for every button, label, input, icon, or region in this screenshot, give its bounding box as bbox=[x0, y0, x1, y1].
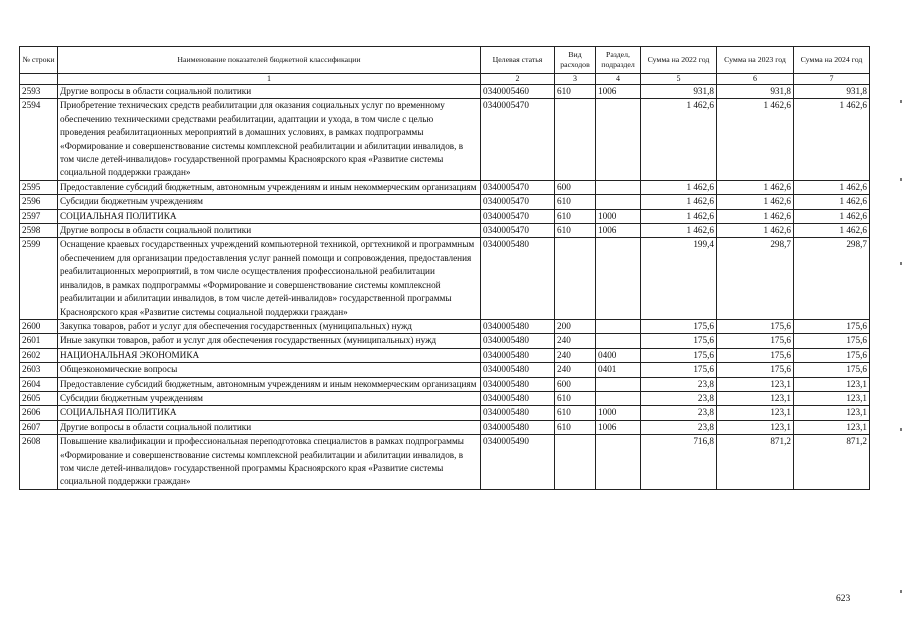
table-row bbox=[20, 209, 870, 223]
sum-2022: 175,6 bbox=[641, 363, 717, 377]
column-number: 2 bbox=[481, 74, 555, 85]
sum-2022: 175,6 bbox=[641, 348, 717, 362]
sum-2023: 1 462,6 bbox=[717, 195, 794, 209]
expense-type: 600 bbox=[555, 377, 596, 391]
target-article: 0340005460 bbox=[481, 85, 555, 99]
target-article: 0340005480 bbox=[481, 420, 555, 434]
sum-2022: 931,8 bbox=[641, 85, 717, 99]
section-code bbox=[596, 180, 641, 194]
row-number: 2597 bbox=[20, 209, 58, 223]
header-sum-2023: Сумма на 2023 год bbox=[717, 47, 794, 74]
target-article: 0340005480 bbox=[481, 406, 555, 420]
sum-2022: 1 462,6 bbox=[641, 180, 717, 194]
sum-2022: 1 462,6 bbox=[641, 195, 717, 209]
expense-type bbox=[555, 238, 596, 319]
header-section: Раздел, подраздел bbox=[596, 47, 641, 74]
sum-2022: 1 462,6 bbox=[641, 99, 717, 180]
column-number: 3 bbox=[555, 74, 596, 85]
table-header-row bbox=[20, 47, 870, 74]
section-code: 1006 bbox=[596, 85, 641, 99]
target-article: 0340005480 bbox=[481, 238, 555, 319]
row-number: 2607 bbox=[20, 420, 58, 434]
expense-type: 610 bbox=[555, 391, 596, 405]
sum-2023: 931,8 bbox=[717, 85, 794, 99]
sum-2023: 175,6 bbox=[717, 334, 794, 348]
sum-2023: 175,6 bbox=[717, 348, 794, 362]
row-number: 2608 bbox=[20, 435, 58, 490]
target-article: 0340005480 bbox=[481, 377, 555, 391]
section-code bbox=[596, 377, 641, 391]
table-row bbox=[20, 348, 870, 362]
table-row bbox=[20, 363, 870, 377]
sum-2024: 931,8 bbox=[794, 85, 870, 99]
section-code: 0400 bbox=[596, 348, 641, 362]
sum-2024: 175,6 bbox=[794, 348, 870, 362]
header-target-article: Целевая статья bbox=[481, 47, 555, 74]
sum-2024: 1 462,6 bbox=[794, 209, 870, 223]
row-number: 2594 bbox=[20, 99, 58, 180]
indicator-name: Предоставление субсидий бюджетным, автономным учреждениям и иным некоммерческим организациям bbox=[58, 377, 481, 391]
sum-2024: 1 462,6 bbox=[794, 195, 870, 209]
section-code: 1006 bbox=[596, 420, 641, 434]
table-row bbox=[20, 180, 870, 194]
sum-2024: 1 462,6 bbox=[794, 180, 870, 194]
expense-type: 240 bbox=[555, 363, 596, 377]
table-row bbox=[20, 391, 870, 405]
sum-2023: 123,1 bbox=[717, 406, 794, 420]
indicator-name: Приобретение технических средств реабилитации для оказания социальных услуг по временному обеспечению техническими средствами реабилитации, адаптации и ухода, в том числе с целью проведения реабилитационных мероприятий в домашних условиях, в рамках подпрограммы «Формирование и совершенствование системы комплексной реабилитации и абилитации инвалидов, в том числе детей-инвалидов» государственной программы Красноярского края «Развитие системы социальной поддержки граждан» bbox=[58, 99, 481, 180]
column-number-row bbox=[20, 74, 870, 85]
row-number: 2600 bbox=[20, 319, 58, 333]
row-number: 2605 bbox=[20, 391, 58, 405]
sum-2024: 175,6 bbox=[794, 363, 870, 377]
expense-type: 610 bbox=[555, 420, 596, 434]
table-row bbox=[20, 334, 870, 348]
indicator-name: Другие вопросы в области социальной политики bbox=[58, 224, 481, 238]
sum-2024: 123,1 bbox=[794, 420, 870, 434]
indicator-name: Другие вопросы в области социальной политики bbox=[58, 85, 481, 99]
sum-2022: 23,8 bbox=[641, 420, 717, 434]
indicator-name: СОЦИАЛЬНАЯ ПОЛИТИКА bbox=[58, 209, 481, 223]
sum-2022: 23,8 bbox=[641, 377, 717, 391]
row-number: 2606 bbox=[20, 406, 58, 420]
sum-2024: 175,6 bbox=[794, 319, 870, 333]
target-article: 0340005480 bbox=[481, 363, 555, 377]
section-code: 1000 bbox=[596, 406, 641, 420]
expense-type: 610 bbox=[555, 406, 596, 420]
column-number: 7 bbox=[794, 74, 870, 85]
sum-2022: 199,4 bbox=[641, 238, 717, 319]
table-row bbox=[20, 85, 870, 99]
section-code bbox=[596, 391, 641, 405]
target-article: 0340005470 bbox=[481, 99, 555, 180]
table-row bbox=[20, 377, 870, 391]
target-article: 0340005490 bbox=[481, 435, 555, 490]
target-article: 0340005480 bbox=[481, 391, 555, 405]
indicator-name: Общеэкономические вопросы bbox=[58, 363, 481, 377]
budget-table bbox=[19, 46, 870, 490]
table-row bbox=[20, 238, 870, 319]
sum-2022: 175,6 bbox=[641, 319, 717, 333]
header-name: Наименование показателей бюджетной классификации bbox=[58, 47, 481, 74]
row-number: 2602 bbox=[20, 348, 58, 362]
column-number: 6 bbox=[717, 74, 794, 85]
section-code bbox=[596, 195, 641, 209]
expense-type bbox=[555, 99, 596, 180]
sum-2022: 23,8 bbox=[641, 406, 717, 420]
table-body bbox=[20, 85, 870, 490]
sum-2024: 123,1 bbox=[794, 391, 870, 405]
section-code bbox=[596, 435, 641, 490]
section-code: 1000 bbox=[596, 209, 641, 223]
indicator-name: Оснащение краевых государственных учреждений компьютерной техникой, оргтехникой и программным обеспечением для организации предоставления услуг ранней помощи и сопровождения, предоставления реабилитационных мероприятий, в том числе осуществления профессиональной реабилитации инвалидов, в рамках подпрограммы «Формирование и совершенствование системы комплексной реабилитации и абилитации инвалидов, в том числе детей-инвалидов» государственной программы Красноярского края «Развитие системы социальной поддержки граждан» bbox=[58, 238, 481, 319]
table-row bbox=[20, 319, 870, 333]
indicator-name: СОЦИАЛЬНАЯ ПОЛИТИКА bbox=[58, 406, 481, 420]
target-article: 0340005470 bbox=[481, 180, 555, 194]
indicator-name: Повышение квалификации и профессиональная переподготовка специалистов в рамках подпрограммы «Формирование и совершенствование системы комплексной реабилитации и абилитации инвалидов, в том числе детей-инвалидов» государственной программы Красноярского края «Развитие системы социальной поддержки граждан» bbox=[58, 435, 481, 490]
sum-2024: 871,2 bbox=[794, 435, 870, 490]
sum-2024: 298,7 bbox=[794, 238, 870, 319]
section-code bbox=[596, 99, 641, 180]
sum-2023: 123,1 bbox=[717, 420, 794, 434]
indicator-name: Закупка товаров, работ и услуг для обеспечения государственных (муниципальных) нужд bbox=[58, 319, 481, 333]
sum-2022: 1 462,6 bbox=[641, 209, 717, 223]
sum-2024: 175,6 bbox=[794, 334, 870, 348]
table-row bbox=[20, 420, 870, 434]
header-expense-type: Вид расходов bbox=[555, 47, 596, 74]
indicator-name: Субсидии бюджетным учреждениям bbox=[58, 195, 481, 209]
indicator-name: Иные закупки товаров, работ и услуг для обеспечения государственных (муниципальных) нужд bbox=[58, 334, 481, 348]
page-number: 623 bbox=[836, 594, 851, 604]
section-code: 0401 bbox=[596, 363, 641, 377]
indicator-name: Предоставление субсидий бюджетным, автономным учреждениям и иным некоммерческим организациям bbox=[58, 180, 481, 194]
indicator-name: Субсидии бюджетным учреждениям bbox=[58, 391, 481, 405]
expense-type: 240 bbox=[555, 348, 596, 362]
expense-type: 200 bbox=[555, 319, 596, 333]
sum-2023: 1 462,6 bbox=[717, 209, 794, 223]
expense-type: 240 bbox=[555, 334, 596, 348]
expense-type: 600 bbox=[555, 180, 596, 194]
table-row bbox=[20, 406, 870, 420]
table-row bbox=[20, 435, 870, 490]
column-number: 4 bbox=[596, 74, 641, 85]
row-number: 2603 bbox=[20, 363, 58, 377]
table-row bbox=[20, 224, 870, 238]
scan-edge-mark bbox=[900, 262, 902, 265]
sum-2024: 123,1 bbox=[794, 406, 870, 420]
budget-document bbox=[19, 46, 869, 490]
sum-2023: 298,7 bbox=[717, 238, 794, 319]
target-article: 0340005470 bbox=[481, 195, 555, 209]
sum-2023: 1 462,6 bbox=[717, 224, 794, 238]
column-number-blank bbox=[20, 74, 58, 85]
row-number: 2595 bbox=[20, 180, 58, 194]
sum-2023: 175,6 bbox=[717, 363, 794, 377]
section-code bbox=[596, 319, 641, 333]
scan-edge-mark bbox=[900, 428, 902, 431]
expense-type: 610 bbox=[555, 209, 596, 223]
column-number: 5 bbox=[641, 74, 717, 85]
scan-edge-mark bbox=[900, 100, 902, 103]
target-article: 0340005470 bbox=[481, 209, 555, 223]
section-code: 1006 bbox=[596, 224, 641, 238]
indicator-name: Другие вопросы в области социальной политики bbox=[58, 420, 481, 434]
target-article: 0340005480 bbox=[481, 319, 555, 333]
sum-2023: 871,2 bbox=[717, 435, 794, 490]
section-code bbox=[596, 238, 641, 319]
table-row bbox=[20, 99, 870, 180]
sum-2023: 1 462,6 bbox=[717, 99, 794, 180]
header-sum-2024: Сумма на 2024 год bbox=[794, 47, 870, 74]
row-number: 2593 bbox=[20, 85, 58, 99]
expense-type: 610 bbox=[555, 195, 596, 209]
row-number: 2598 bbox=[20, 224, 58, 238]
target-article: 0340005480 bbox=[481, 348, 555, 362]
sum-2023: 175,6 bbox=[717, 319, 794, 333]
row-number: 2599 bbox=[20, 238, 58, 319]
sum-2022: 1 462,6 bbox=[641, 224, 717, 238]
expense-type bbox=[555, 435, 596, 490]
scan-edge-mark bbox=[900, 178, 902, 181]
sum-2023: 123,1 bbox=[717, 391, 794, 405]
sum-2022: 175,6 bbox=[641, 334, 717, 348]
header-sum-2022: Сумма на 2022 год bbox=[641, 47, 717, 74]
sum-2024: 1 462,6 bbox=[794, 224, 870, 238]
row-number: 2604 bbox=[20, 377, 58, 391]
target-article: 0340005470 bbox=[481, 224, 555, 238]
row-number: 2601 bbox=[20, 334, 58, 348]
scan-edge-mark bbox=[900, 590, 902, 593]
sum-2024: 1 462,6 bbox=[794, 99, 870, 180]
sum-2023: 123,1 bbox=[717, 377, 794, 391]
sum-2022: 23,8 bbox=[641, 391, 717, 405]
header-row-number: № строки bbox=[20, 47, 58, 74]
sum-2024: 123,1 bbox=[794, 377, 870, 391]
table-row bbox=[20, 195, 870, 209]
target-article: 0340005480 bbox=[481, 334, 555, 348]
section-code bbox=[596, 334, 641, 348]
indicator-name: НАЦИОНАЛЬНАЯ ЭКОНОМИКА bbox=[58, 348, 481, 362]
column-number: 1 bbox=[58, 74, 481, 85]
expense-type: 610 bbox=[555, 85, 596, 99]
expense-type: 610 bbox=[555, 224, 596, 238]
sum-2023: 1 462,6 bbox=[717, 180, 794, 194]
row-number: 2596 bbox=[20, 195, 58, 209]
sum-2022: 716,8 bbox=[641, 435, 717, 490]
